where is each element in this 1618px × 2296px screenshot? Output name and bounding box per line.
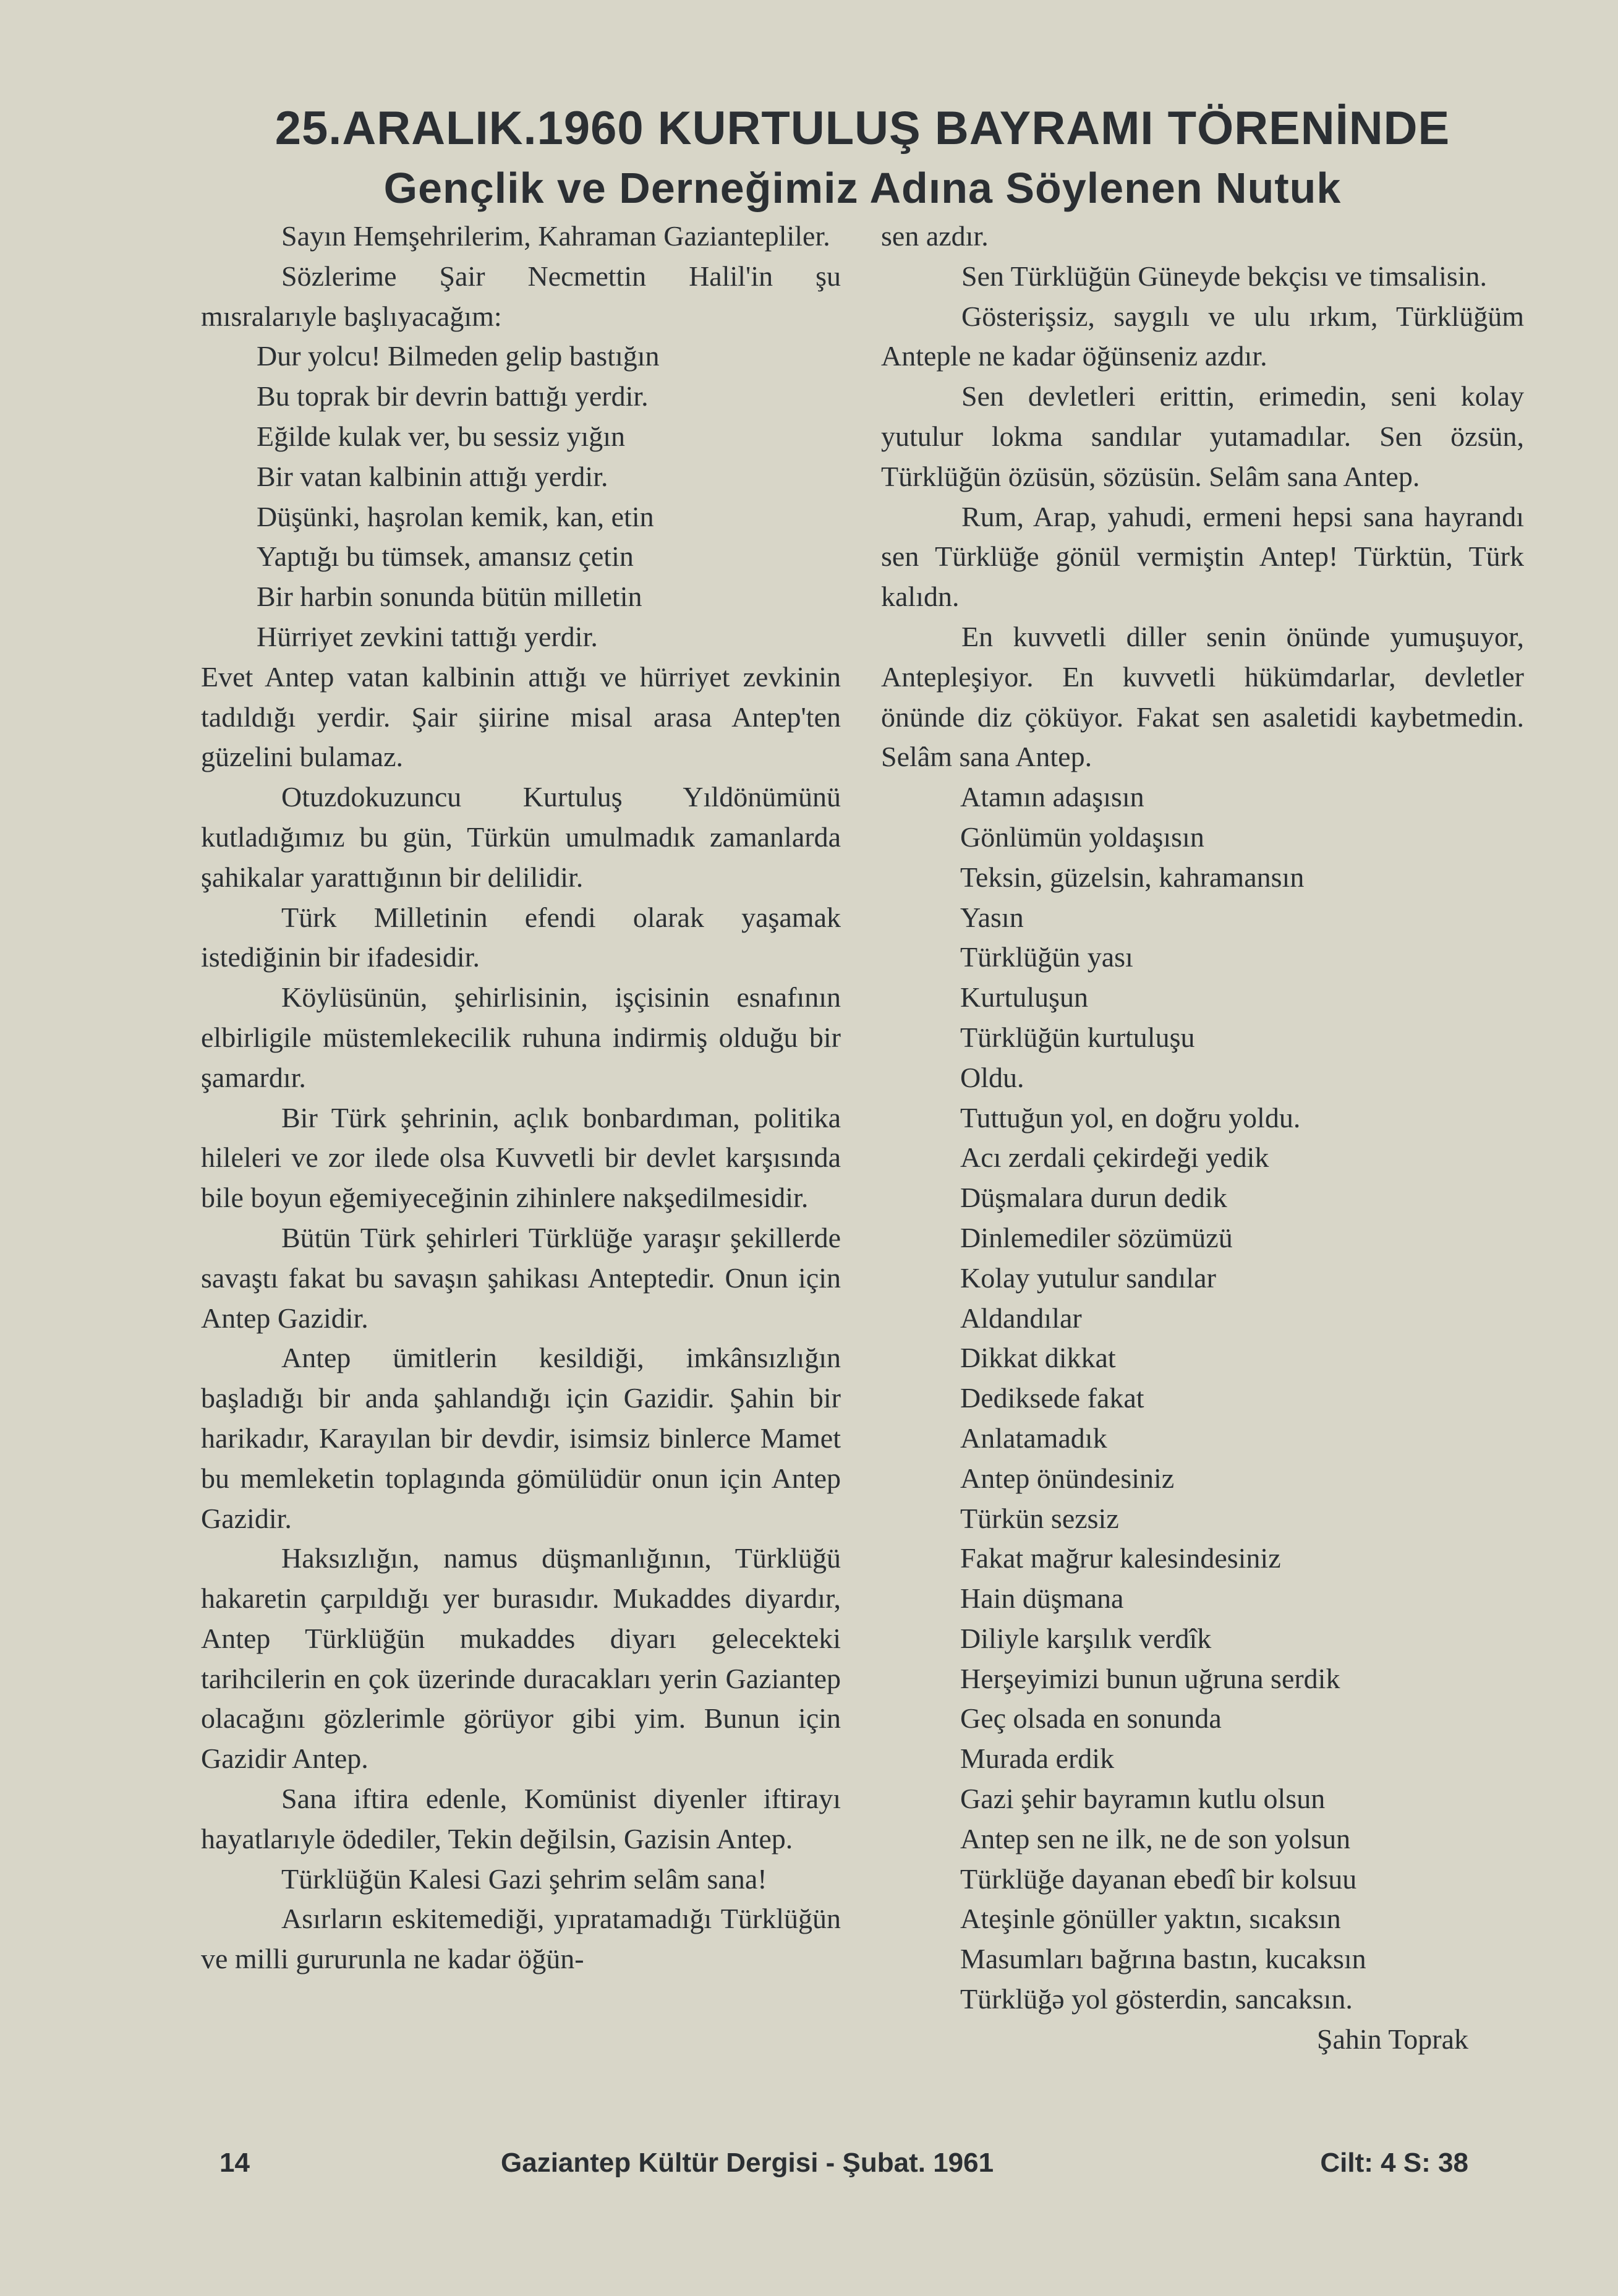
left-column <box>201 216 841 1979</box>
paragraph: Sana iftira edenle, Komünist diyenler iftirayı hayatlarıyle ödediler, Tekin değilsin, Gazisin Antep. <box>201 1783 841 1854</box>
paragraph: Sözlerime Şair Necmettin Halil'in şu mısralarıyle başlıyacağım: <box>201 260 841 332</box>
verse-line: Türklüğün yası <box>960 941 1133 973</box>
verse-line: Bu toprak bir devrin battığı yerdir. <box>257 380 649 412</box>
magazine-name: Gaziantep Kültür Dergisi - Şubat. 1961 <box>501 2148 994 2178</box>
verse-line: Acı zerdali çekirdeği yedik <box>960 1142 1269 1174</box>
verse-line: Geç olsada en sonunda <box>960 1702 1222 1735</box>
verse-line: Düşünki, haşrolan kemik, kan, etin <box>257 500 654 532</box>
paragraph: sen azdır. <box>881 220 989 252</box>
verse-line: Teksin, güzelsin, kahramansın <box>960 861 1305 893</box>
verse-line: Gönlümün yoldaşısın <box>960 821 1204 853</box>
verse-line: Diliyle karşılık verdîk <box>960 1622 1212 1654</box>
verse-line: Antep sen ne ilk, ne de son yolsun <box>960 1822 1351 1854</box>
right-column <box>881 216 1524 2060</box>
verse-line: Kolay yutulur sandılar <box>960 1261 1216 1294</box>
verse-line: Aldandılar <box>960 1302 1082 1334</box>
paragraph: Antep ümitlerin kesildiği, imkânsızlığın başladığı bir anda şahlandığı için Gazidir. Şahin bir harikadır, Karayılan bir devdir, isimsiz binlerce Mamet bu memleketin toplagında gömülüdür onun için Antep Gazidir. <box>201 1342 841 1534</box>
verse-line: Dinlemediler sözümüzü <box>960 1221 1233 1253</box>
verse-line: Kurtuluşun <box>960 981 1088 1014</box>
verse-line: Herşeyimizi bunun uğruna serdik <box>960 1662 1340 1694</box>
paragraph: Rum, Arap, yahudi, ermeni hepsi sana hayrandı sen Türklüğe gönül vermiştin Antep! Türktün, Türk kalıdn. <box>881 500 1524 613</box>
verse-line: Dikkat dikkat <box>960 1342 1116 1374</box>
paragraph: Gösterişsiz, saygılı ve ulu ırkım, Türklüğüm Anteple ne kadar öğünseniz azdır. <box>881 300 1524 372</box>
verse-line: Türklüğə yol gösterdin, sancaksın. <box>960 1983 1353 2015</box>
verse-line: Eğilde kulak ver, bu sessiz yığın <box>257 420 626 452</box>
paragraph: Sen Türklüğün Güneyde bekçisı ve timsalisin. <box>961 260 1488 292</box>
verse-line: Yaptığı bu tümsek, amansız çetin <box>257 540 634 573</box>
poem <box>881 777 1524 2020</box>
verse-line: Masumları bağrına bastın, kucaksın <box>960 1943 1366 1975</box>
paragraph: Türklüğün Kalesi Gazi şehrim selâm sana! <box>281 1863 767 1895</box>
verse-line: Türklüğe dayanan ebedî bir kolsuu <box>960 1863 1357 1895</box>
poem-quote <box>201 336 841 657</box>
verse-line: Hürriyet zevkini tattığı yerdir. <box>257 620 598 652</box>
article-header <box>198 99 1527 218</box>
verse-line: Fakat mağrur kalesindesiniz <box>960 1542 1281 1574</box>
verse-line: Dediksede fakat <box>960 1382 1144 1414</box>
verse-line: Türklüğün kurtuluşu <box>960 1021 1195 1053</box>
verse-line: Antep önündesiniz <box>960 1462 1175 1494</box>
paragraph: Türk Milletinin efendi olarak yaşamak istediğinin bir ifadesidir. <box>201 901 841 973</box>
paragraph: En kuvvetli diller senin önünde yumuşuyor, Antepleşiyor. En kuvvetli hükümdarlar, devletler önünde diz çöküyor. Fakat sen asaletidi kaybetmedin. Selâm sana Antep. <box>881 620 1524 773</box>
verse-line: Bir harbin sonunda bütün milletin <box>257 581 642 613</box>
paragraph: Sen devletleri erittin, erimedin, seni kolay yutulur lokma sandılar yutamadılar. Sen özsün, Türklüğün özüsün, sözüsün. Selâm sana Antep. <box>881 380 1524 492</box>
article-title: 25.ARALIK.1960 KURTULUŞ BAYRAMI TÖRENİNDE <box>275 102 1450 155</box>
paragraph: Sayın Hemşehrilerim, Kahraman Gaziantepliler. <box>281 220 830 252</box>
paragraph: Bir Türk şehrinin, açlık bonbardıman, politika hileleri ve zor ilede olsa Kuvvetli bir devlet karşısında bile boyun eğemiyeceğinin zihinlere nakşedilmesidir. <box>201 1101 841 1214</box>
verse-line: Oldu. <box>960 1061 1024 1093</box>
verse-line: Atamın adaşısın <box>960 781 1144 813</box>
verse-line: Yasın <box>960 901 1024 933</box>
verse-line: Murada erdik <box>960 1743 1115 1775</box>
paragraph: Bütün Türk şehirleri Türklüğe yaraşır şekillerde savaştı fakat bu savaşın şahikası Anteptedir. Onun için Antep Gazidir. <box>201 1221 841 1334</box>
article-subtitle: Gençlik ve Derneğimiz Adına Söylenen Nutuk <box>383 164 1342 212</box>
paragraph: Otuzdokuzuncu Kurtuluş Yıldönümünü kutladığımız bu gün, Türkün umulmadık zamanlarda şahikalar yarattığının bir delilidir. <box>201 781 841 893</box>
paragraph: Asırların eskitemediği, yıpratamadığı Türklüğün ve milli gururunla ne kadar öğün- <box>201 1903 841 1975</box>
volume-issue: Cilt: 4 S: 38 <box>1320 2148 1468 2178</box>
author-signature: Şahin Toprak <box>1316 2023 1468 2055</box>
verse-line: Türkün sezsiz <box>960 1502 1119 1534</box>
verse-line: Ateşinle gönüller yaktın, sıcaksın <box>960 1903 1341 1935</box>
verse-line: Hain düşmana <box>960 1582 1124 1615</box>
verse-line: Tuttuğun yol, en doğru yoldu. <box>960 1101 1301 1133</box>
verse-line: Bir vatan kalbinin attığı yerdir. <box>257 460 608 492</box>
page-number: 14 <box>219 2148 250 2178</box>
verse-line: Anlatamadık <box>960 1422 1107 1454</box>
paragraph: Köylüsünün, şehirlisinin, işçisinin esnafının elbirligile müstemlekecilik ruhuna indirmiş olduğu bir şamardır. <box>201 981 841 1093</box>
verse-line: Dur yolcu! Bilmeden gelip bastığın <box>257 340 660 372</box>
paragraph: Evet Antep vatan kalbinin attığı ve hürriyet zevkinin tadıldığı yerdir. Şair şiirine misal arasa Antep'ten güzelini bulamaz. <box>201 660 841 773</box>
verse-line: Düşmalara durun dedik <box>960 1182 1227 1214</box>
paragraph: Haksızlığın, namus düşmanlığının, Türklüğü hakaretin çarpıldığı yer burasıdır. Mukaddes diyardır, Antep Türklüğün mukaddes diyarı gelecekteki tarihcilerin en çok üzerinde duracakları yerin Gaziantep olacağını gözlerimle görüyor gibi yim. Bunun için Gazidir Antep. <box>201 1542 841 1775</box>
verse-line: Gazi şehir bayramın kutlu olsun <box>960 1783 1326 1815</box>
